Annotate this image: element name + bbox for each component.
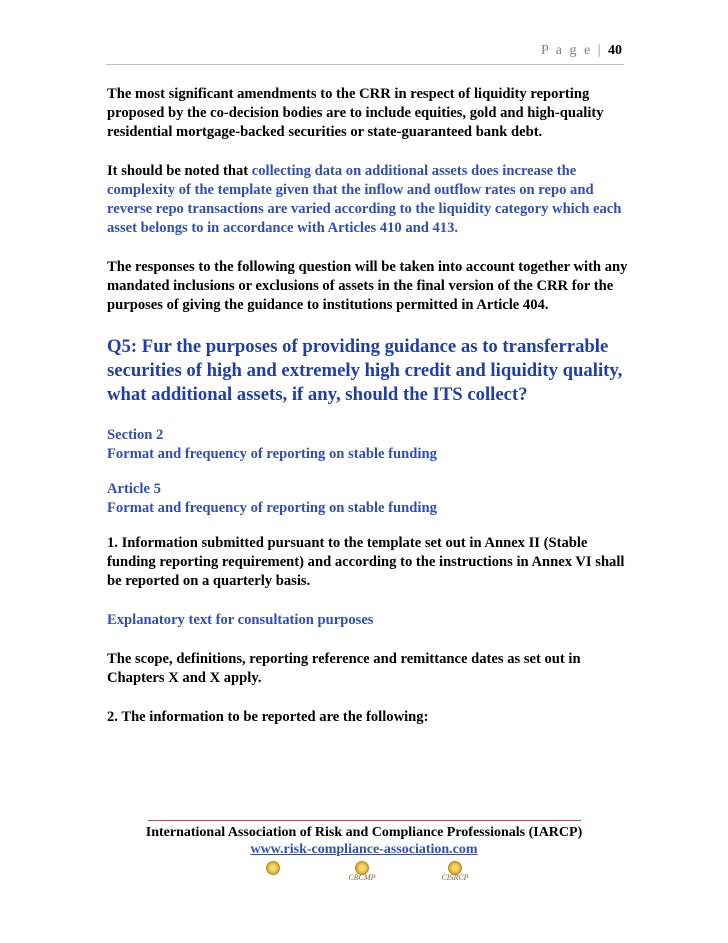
paragraph-responses: The responses to the following question will be taken into account together with any mandated inclusions or exclusions of assets in the final version of the CRR for the purposes of giving the guidance to institutions permitted in Article 404. bbox=[107, 259, 628, 313]
question-q5: Q5: Fur the purposes of providing guidance as to transferrable securities of high and extremely high credit and liquidity quality, what additional assets, if any, should the ITS collect? bbox=[107, 336, 623, 405]
page-separator: | bbox=[597, 43, 603, 58]
section-heading: Section 2 bbox=[107, 427, 164, 443]
certification-logo-crcmp bbox=[345, 861, 379, 883]
paragraph-scope: The scope, definitions, reporting reference and remittance dates as set out in Chapters X and X apply. bbox=[107, 651, 581, 686]
section-title: Format and frequency of reporting on stable funding bbox=[107, 446, 437, 462]
certification-logo-cisrcp bbox=[438, 861, 472, 883]
paragraph-crr-amendments: The most significant amendments to the CRR in respect of liquidity reporting proposed by the co-decision bodies are to include equities, gold and high-quality residential mortgage-backed securities or state-guaranteed bank debt. bbox=[107, 86, 604, 140]
page-label: P a g e bbox=[540, 43, 593, 58]
page-number-header bbox=[541, 43, 622, 59]
header-divider bbox=[106, 64, 624, 65]
footer-website-link[interactable]: www.risk-compliance-association.com bbox=[250, 842, 478, 857]
explanatory-heading: Explanatory text for consultation purposes bbox=[107, 612, 374, 628]
document-body bbox=[107, 85, 629, 747]
page-number: 40 bbox=[608, 43, 622, 58]
paragraph-article-5-1: 1. Information submitted pursuant to the template set out in Annex II (Stable funding reporting requirement) and according to the instructions in Annex VI shall be reported on a quarterly basis. bbox=[107, 535, 625, 589]
paragraph-lead: It should be noted that bbox=[107, 163, 252, 179]
highlighted-text: collecting data on additional assets does increase the complexity of the template given that the inflow and outflow rates on repo and reverse repo transactions are varied according to the liquidity category which each asset belongs to in accordance with Articles 410 and 413. bbox=[107, 163, 622, 236]
seal-icon bbox=[266, 861, 280, 875]
section-2-block bbox=[107, 426, 629, 464]
footer-logos bbox=[0, 861, 728, 885]
paragraph-complexity-note bbox=[107, 162, 629, 238]
paragraph-article-5-2: 2. The information to be reported are the following: bbox=[107, 709, 429, 725]
logo-caption: CRCMP bbox=[348, 873, 376, 882]
footer-organization: International Association of Risk and Compliance Professionals (IARCP) bbox=[145, 825, 583, 840]
article-5-block bbox=[107, 480, 629, 518]
article-heading: Article 5 bbox=[107, 481, 161, 497]
footer-divider bbox=[148, 820, 581, 821]
article-title: Format and frequency of reporting on stable funding bbox=[107, 500, 437, 516]
certification-logo-1 bbox=[256, 861, 290, 883]
logo-caption: CISRCP bbox=[441, 873, 469, 882]
